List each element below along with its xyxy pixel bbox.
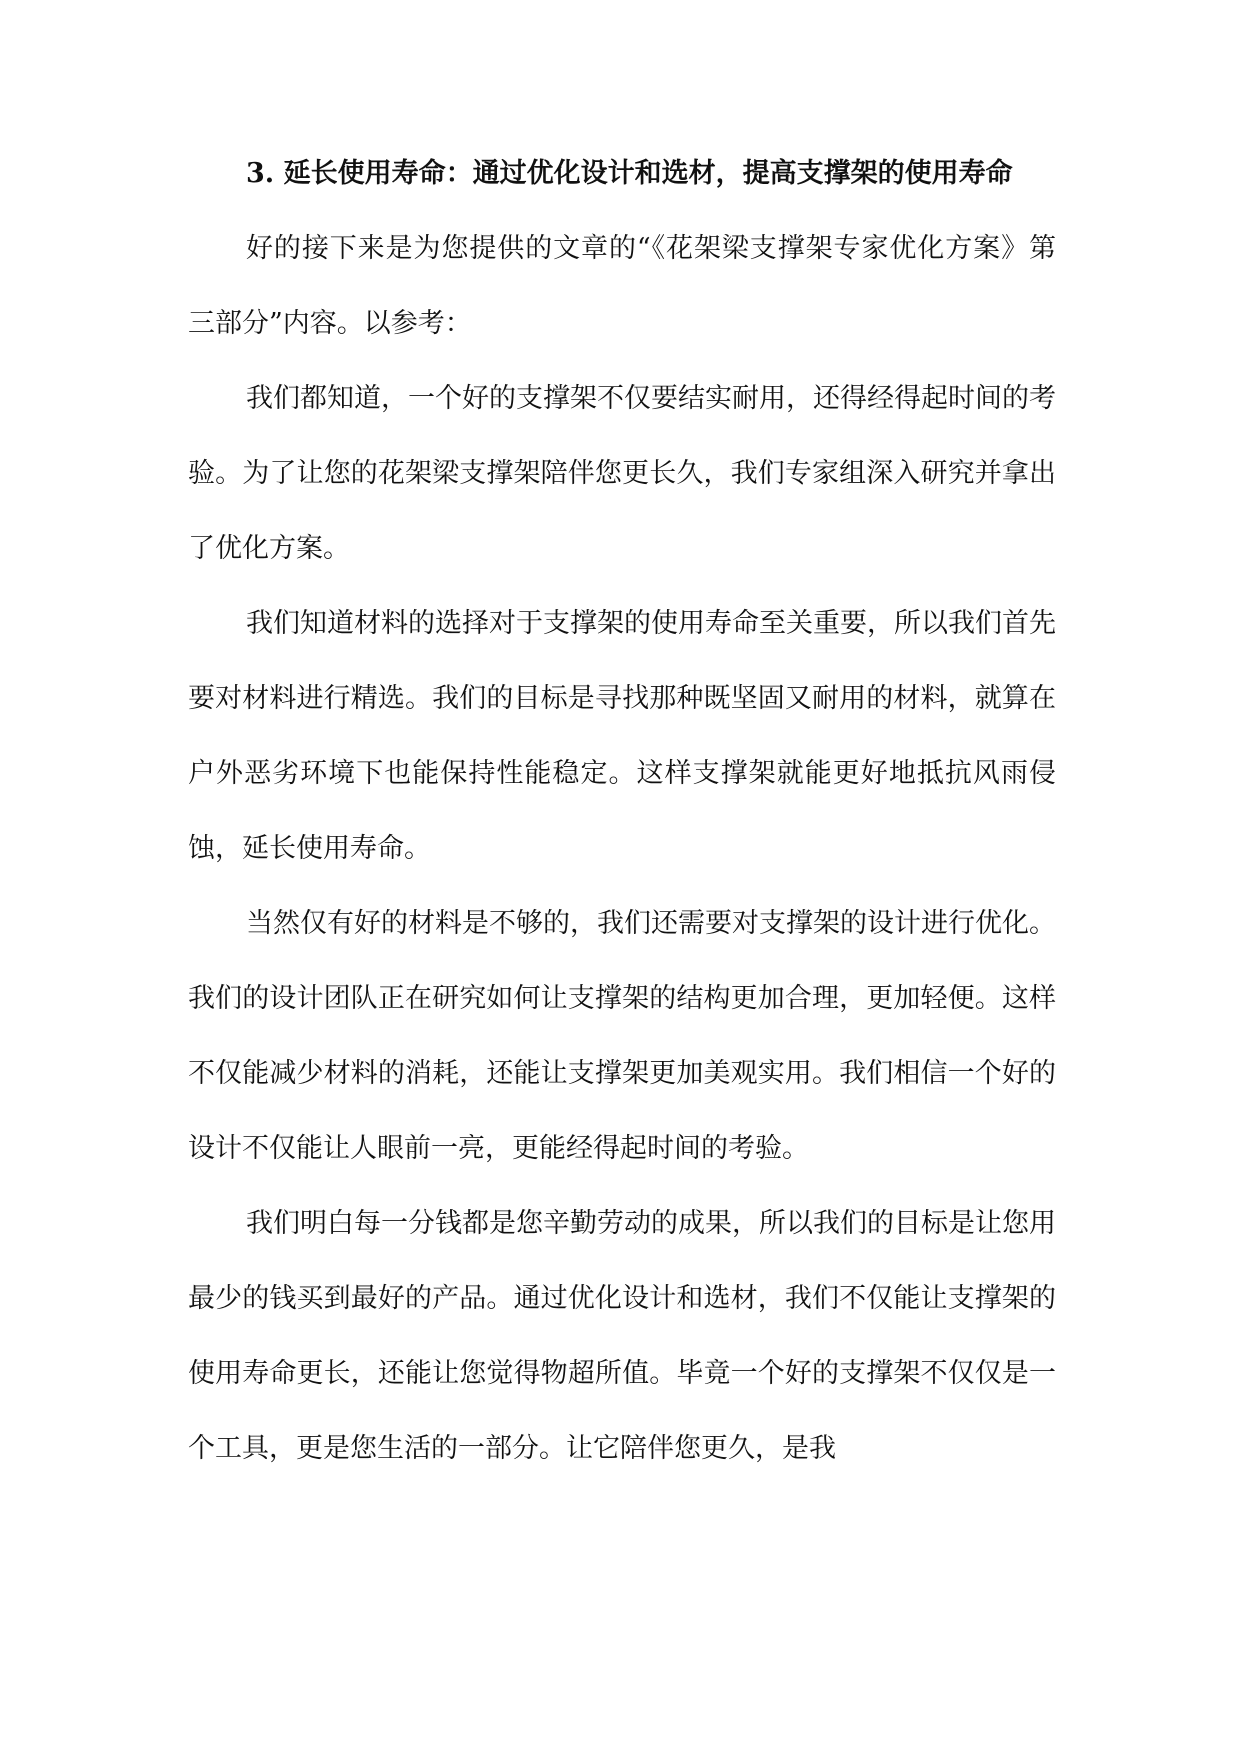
paragraph-value: 我们明白每一分钱都是您辛勤劳动的成果，所以我们的目标是让您用最少的钱买到最好的产品。通过优化设计和选材，我们不仅能让支撑架的使用寿命更长，还能让您觉得物超所值。毕竟一个好的支撑架不仅仅是一个工具，更是您生活的一部分。让它陪伴您更久，是我 <box>188 1208 1056 1464</box>
section-heading: 3. 延长使用寿命：通过优化设计和选材，提高支撑架的使用寿命 <box>246 158 1013 189</box>
paragraph-durability: 我们都知道，一个好的支撑架不仅要结实耐用，还得经得起时间的考验。为了让您的花架梁支撑架陪伴您更长久，我们专家组深入研究并拿出了优化方案。 <box>188 383 1056 564</box>
paragraph-design: 当然仅有好的材料是不够的，我们还需要对支撑架的设计进行优化。我们的设计团队正在研究如何让支撑架的结构更加合理，更加轻便。这样不仅能减少材料的消耗，还能让支撑架更加美观实用。我们相信一个好的设计不仅能让人眼前一亮，更能经得起时间的考验。 <box>188 908 1056 1164</box>
document-body <box>188 136 1056 1486</box>
paragraph-intro: 好的接下来是为您提供的文章的“《花架梁支撑架专家优化方案》第三部分”内容。以参考： <box>188 233 1056 339</box>
paragraph-materials: 我们知道材料的选择对于支撑架的使用寿命至关重要，所以我们首先要对材料进行精选。我们的目标是寻找那种既坚固又耐用的材料，就算在户外恶劣环境下也能保持性能稳定。这样支撑架就能更好地抵抗风雨侵蚀，延长使用寿命。 <box>188 608 1056 864</box>
